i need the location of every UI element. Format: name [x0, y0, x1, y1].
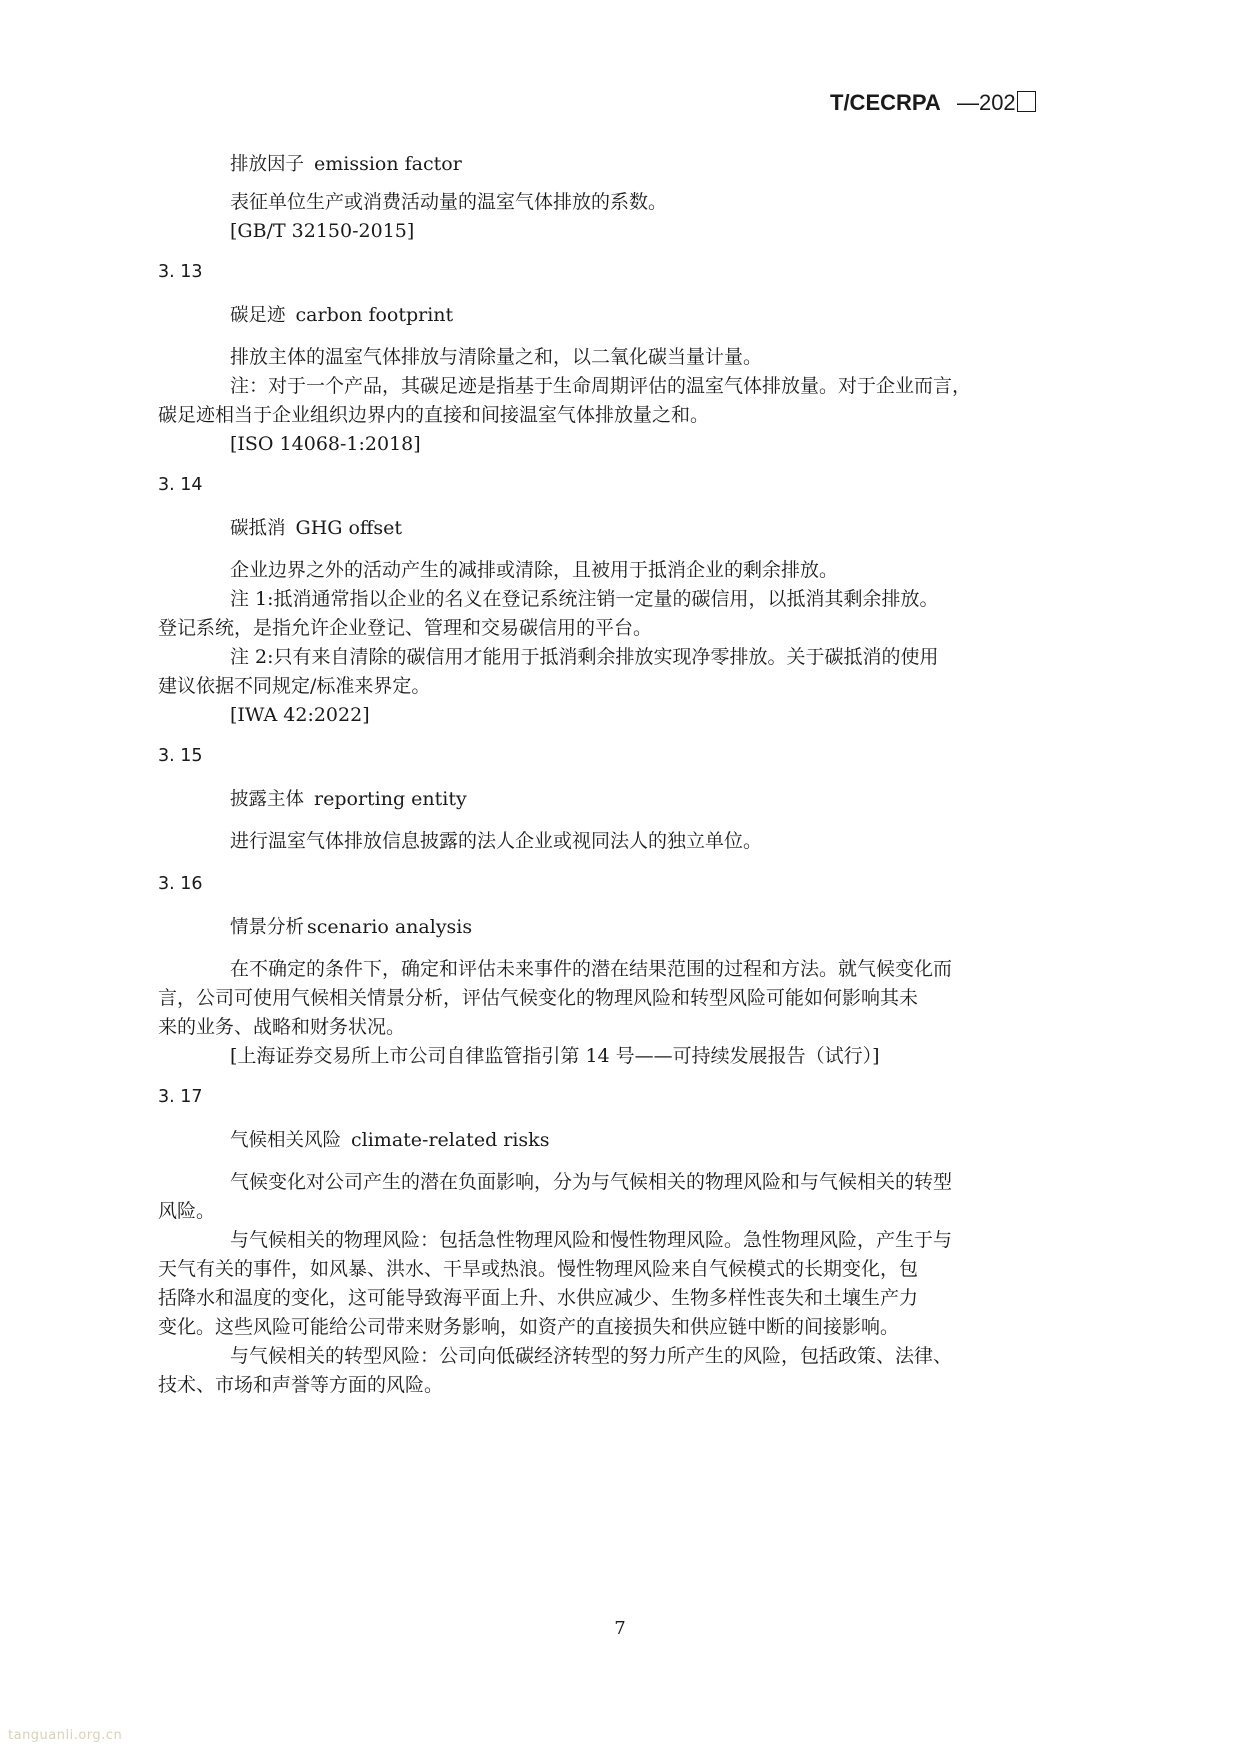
page-number: 7 — [614, 1618, 626, 1639]
section-number: 3. 16 — [158, 874, 203, 894]
definition: 进行温室气体排放信息披露的法人企业或视同法人的独立单位。 — [230, 830, 763, 852]
note-line: 建议依据不同规定/标准来界定。 — [158, 675, 431, 697]
reference: [IWA 42:2022] — [230, 704, 370, 726]
reference: [ISO 14068-1:2018] — [230, 433, 421, 455]
reference: [上海证券交易所上市公司自律监管指引第 14 号——可持续发展报告（试行）] — [230, 1045, 880, 1067]
paragraph-line: 气候变化对公司产生的潜在负面影响，分为与气候相关的物理风险和与气候相关的转型 — [230, 1171, 953, 1193]
section-3-16 — [158, 870, 1053, 1071]
paragraph-line: 与气候相关的物理风险：包括急性物理风险和慢性物理风险。急性物理风险，产生于与 — [230, 1229, 953, 1251]
section-number: 3. 14 — [158, 475, 203, 495]
page-header — [830, 90, 1036, 116]
year-placeholder-box — [1017, 91, 1036, 112]
standard-year: —202 — [956, 90, 1016, 115]
note-line: 注 2:只有来自清除的碳信用才能用于抵消剩余排放实现净零排放。关于碳抵消的使用 — [230, 646, 939, 668]
section-3-13 — [158, 258, 1053, 459]
definition: 表征单位生产或消费活动量的温室气体排放的系数。 — [230, 191, 668, 213]
paragraph-line: 天气有关的事件，如风暴、洪水、干旱或热浪。慢性物理风险来自气候模式的长期变化，包 — [158, 1258, 919, 1280]
definition: 企业边界之外的活动产生的减排或清除，且被用于抵消企业的剩余排放。 — [230, 559, 839, 581]
paragraph-line: 风险。 — [158, 1200, 216, 1222]
term-heading: 披露主体 reporting entity — [230, 788, 467, 810]
definition: 排放主体的温室气体排放与清除量之和，以二氧化碳当量计量。 — [230, 346, 763, 368]
term-heading: 碳抵消 GHG offset — [230, 517, 403, 539]
note-line: 碳足迹相当于企业组织边界内的直接和间接温室气体排放量之和。 — [158, 404, 710, 426]
section-3-15 — [158, 742, 1053, 856]
note-line: 登记系统，是指允许企业登记、管理和交易碳信用的平台。 — [158, 617, 653, 639]
paragraph-line: 括降水和温度的变化，这可能导致海平面上升、水供应减少、生物多样性丧失和土壤生产力 — [158, 1287, 919, 1309]
note-line: 注：对于一个产品，其碳足迹是指基于生命周期评估的温室气体排放量。对于企业而言， — [230, 375, 972, 397]
watermark: tanguanli.org.cn — [8, 1728, 123, 1743]
note-line: 注 1:抵消通常指以企业的名义在登记系统注销一定量的碳信用，以抵消其剩余排放。 — [230, 588, 939, 610]
standard-code: T/CECRPA — [830, 90, 941, 115]
definition-line: 来的业务、战略和财务状况。 — [158, 1016, 406, 1038]
reference: [GB/T 32150-2015] — [230, 220, 415, 242]
section-number: 3. 17 — [158, 1087, 203, 1107]
definition-line: 言，公司可使用气候相关情景分析，评估气候变化的物理风险和转型风险可能如何影响其未 — [158, 987, 919, 1009]
definition-line: 在不确定的条件下，确定和评估未来事件的潜在结果范围的过程和方法。就气候变化而 — [230, 958, 953, 980]
term-heading: 气候相关风险 climate-related risks — [230, 1129, 550, 1151]
document-body — [158, 150, 1053, 1400]
section-3-14 — [158, 471, 1053, 730]
section-number: 3. 15 — [158, 746, 203, 766]
paragraph-line: 技术、市场和声誉等方面的风险。 — [158, 1374, 444, 1396]
section-3-17 — [158, 1083, 1053, 1400]
paragraph-line: 变化。这些风险可能给公司带来财务影响，如资产的直接损失和供应链中断的间接影响。 — [158, 1316, 900, 1338]
section-3-12 — [188, 150, 1053, 246]
term-heading: 情景分析 scenario analysis — [230, 916, 473, 938]
paragraph-line: 与气候相关的转型风险：公司向低碳经济转型的努力所产生的风险，包括政策、法律、 — [230, 1345, 953, 1367]
term-heading: 排放因子 emission factor — [230, 153, 462, 175]
term-heading: 碳足迹 carbon footprint — [230, 304, 454, 326]
section-number: 3. 13 — [158, 262, 203, 282]
